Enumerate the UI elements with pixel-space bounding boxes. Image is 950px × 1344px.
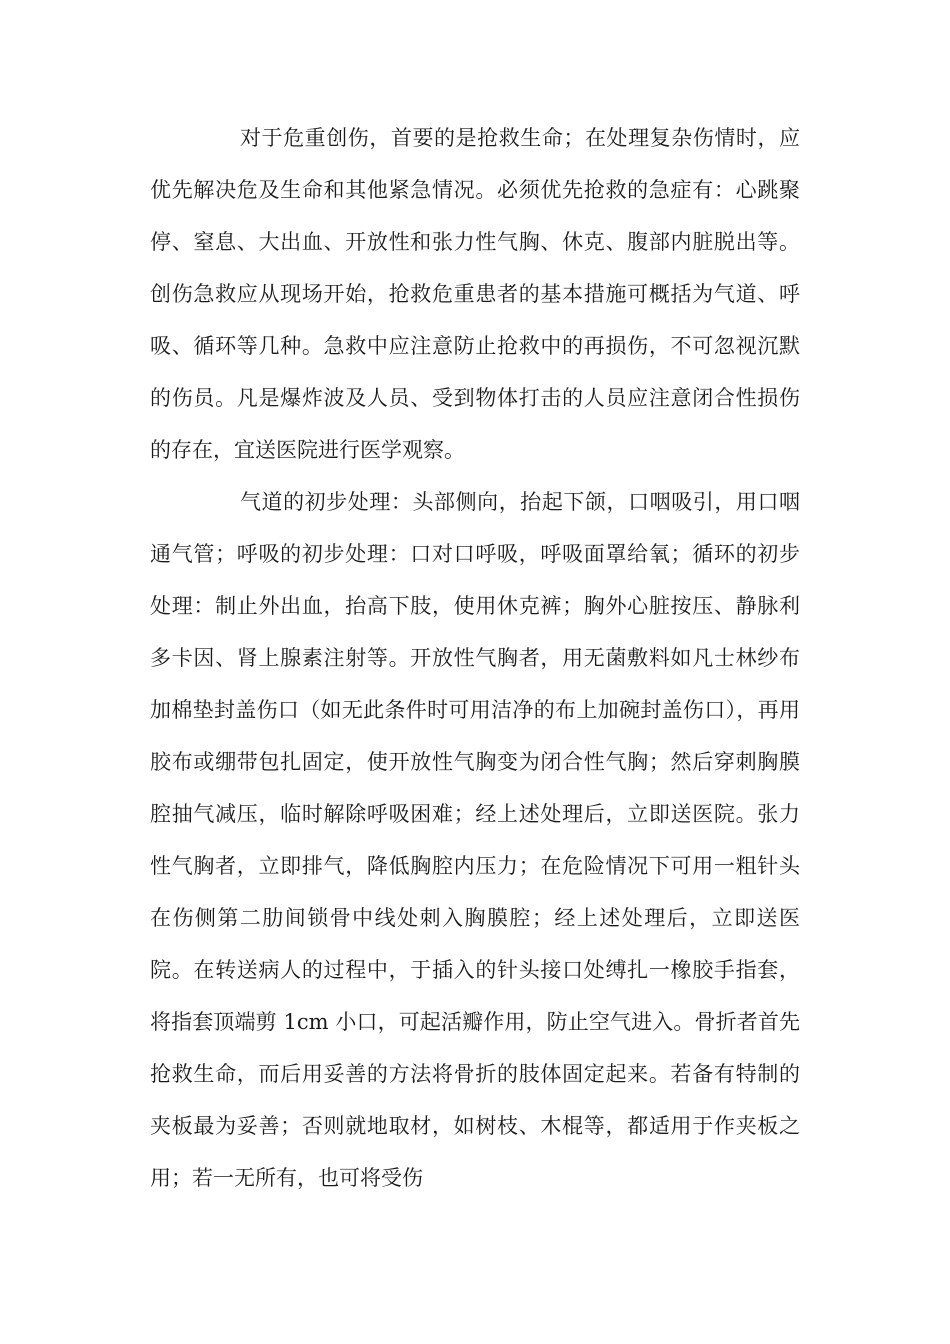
document-body bbox=[150, 112, 800, 1204]
paragraph-2: 气道的初步处理：头部侧向，抬起下颌，口咽吸引，用口咽通气管；呼吸的初步处理：口对口呼吸，呼吸面罩给氧；循环的初步处理：制止外出血，抬高下肢，使用休克裤；胸外心脏按压、静脉利多卡因、肾上腺素注射等。开放性气胸者，用无菌敷料如凡士林纱布加棉垫封盖伤口（如无此条件时可用洁净的布上加碗封盖伤口），再用胶布或绷带包扎固定，使开放性气胸变为闭合性气胸；然后穿刺胸膜腔抽气减压，临时解除呼吸困难；经上述处理后，立即送医院。张力性气胸者，立即排气，降低胸腔内压力；在危险情况下可用一粗针头在伤侧第二肋间锁骨中线处刺入胸膜腔；经上述处理后，立即送医院。在转送病人的过程中，于插入的针头接口处缚扎一橡胶手指套，将指套顶端剪 1cm 小口，可起活瓣作用，防止空气进入。骨折者首先抢救生命，而后用妥善的方法将骨折的肢体固定起来。若备有特制的夹板最为妥善；否则就地取材，如树枝、木棍等，都适用于作夹板之用；若一无所有，也可将受伤 bbox=[150, 490, 800, 1190]
paragraph-1: 对于危重创伤，首要的是抢救生命；在处理复杂伤情时，应优先解决危及生命和其他紧急情况。必须优先抢救的急症有：心跳聚停、窒息、大出血、开放性和张力性气胸、休克、腹部内脏脱出等。创伤急救应从现场开始，抢救危重患者的基本措施可概括为气道、呼吸、循环等几种。急救中应注意防止抢救中的再损伤，不可忽视沉默的伤员。凡是爆炸波及人员、受到物体打击的人员应注意闭合性损伤的存在，宜送医院进行医学观察。 bbox=[150, 126, 800, 462]
